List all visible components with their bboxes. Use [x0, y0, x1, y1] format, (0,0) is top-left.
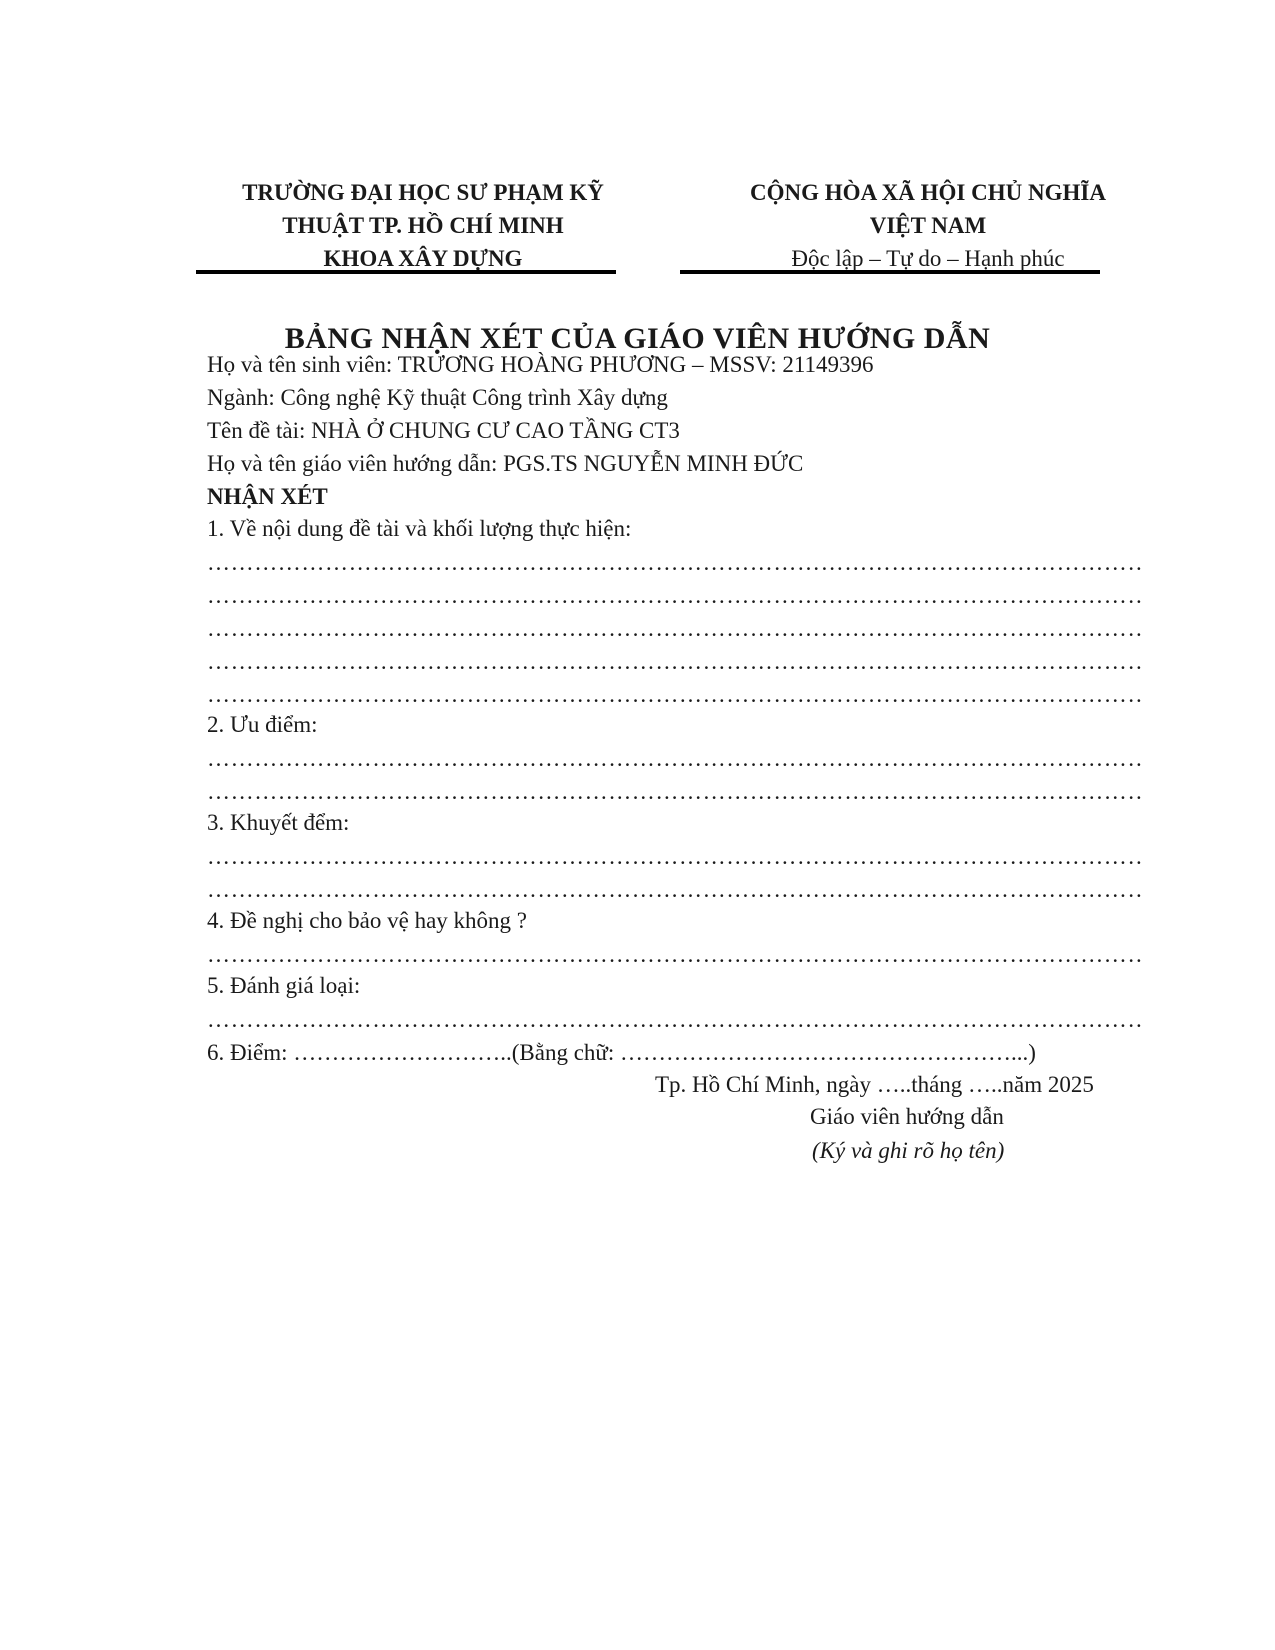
school-name-line2: THUẬT TP. HỒ CHÍ MINH [282, 213, 564, 238]
answer-line[interactable] [207, 942, 1142, 968]
advisor-info: Họ và tên giáo viên hướng dẫn: PGS.TS NGUYỄN MINH ĐỨC [207, 451, 804, 476]
answer-line[interactable] [207, 583, 1142, 609]
score-line[interactable]: 6. Điểm: ………………………..(Bằng chữ: ……………………………………………...) [207, 1040, 1036, 1065]
answer-line[interactable] [207, 550, 1142, 576]
question-content: 1. Về nội dung đề tài và khối lượng thực hiện: [207, 516, 632, 541]
signature-place-date: Tp. Hồ Chí Minh, ngày …..tháng …..năm 2025 [655, 1072, 1094, 1097]
nation-motto: Độc lập – Tự do – Hạnh phúc [791, 246, 1065, 271]
question-weaknesses: 3. Khuyết đểm: [207, 810, 350, 835]
answer-line[interactable] [207, 877, 1142, 903]
answer-line[interactable] [207, 1007, 1142, 1033]
answer-line[interactable] [207, 746, 1142, 772]
answer-line[interactable] [207, 616, 1142, 642]
student-info: Họ và tên sinh viên: TRƯƠNG HOÀNG PHƯƠNG – MSSV: 21149396 [207, 352, 874, 377]
question-strengths: 2. Ưu điểm: [207, 712, 318, 737]
topic-info: Tên đề tài: NHÀ Ở CHUNG CƯ CAO TẦNG CT3 [207, 418, 680, 443]
review-heading: NHẬN XÉT [207, 484, 328, 509]
answer-line[interactable] [207, 779, 1142, 805]
answer-line[interactable] [207, 844, 1142, 870]
question-rating: 5. Đánh giá loại: [207, 973, 361, 998]
nation-header [708, 176, 1148, 275]
answer-line[interactable] [207, 649, 1142, 675]
nation-name-line2: VIỆT NAM [869, 213, 987, 238]
document-title: BẢNG NHẬN XÉT CỦA GIÁO VIÊN HƯỚNG DẪN [284, 322, 991, 355]
major-info: Ngành: Công nghệ Kỹ thuật Công trình Xây dựng [207, 385, 668, 410]
question-defense: 4. Đề nghị cho bảo vệ hay không ? [207, 908, 528, 933]
nation-name-line1: CỘNG HÒA XÃ HỘI CHỦ NGHĨA [750, 180, 1106, 205]
signature-note: (Ký và ghi rõ họ tên) [812, 1138, 1005, 1163]
signature-role: Giáo viên hướng dẫn [810, 1104, 1004, 1129]
school-header [203, 176, 643, 275]
answer-line[interactable] [207, 682, 1142, 708]
school-name-line1: TRƯỜNG ĐẠI HỌC SƯ PHẠM KỸ [242, 180, 604, 205]
nation-header-rule [680, 270, 1100, 274]
faculty-name: KHOA XÂY DỰNG [323, 246, 523, 271]
school-header-rule [196, 270, 616, 274]
